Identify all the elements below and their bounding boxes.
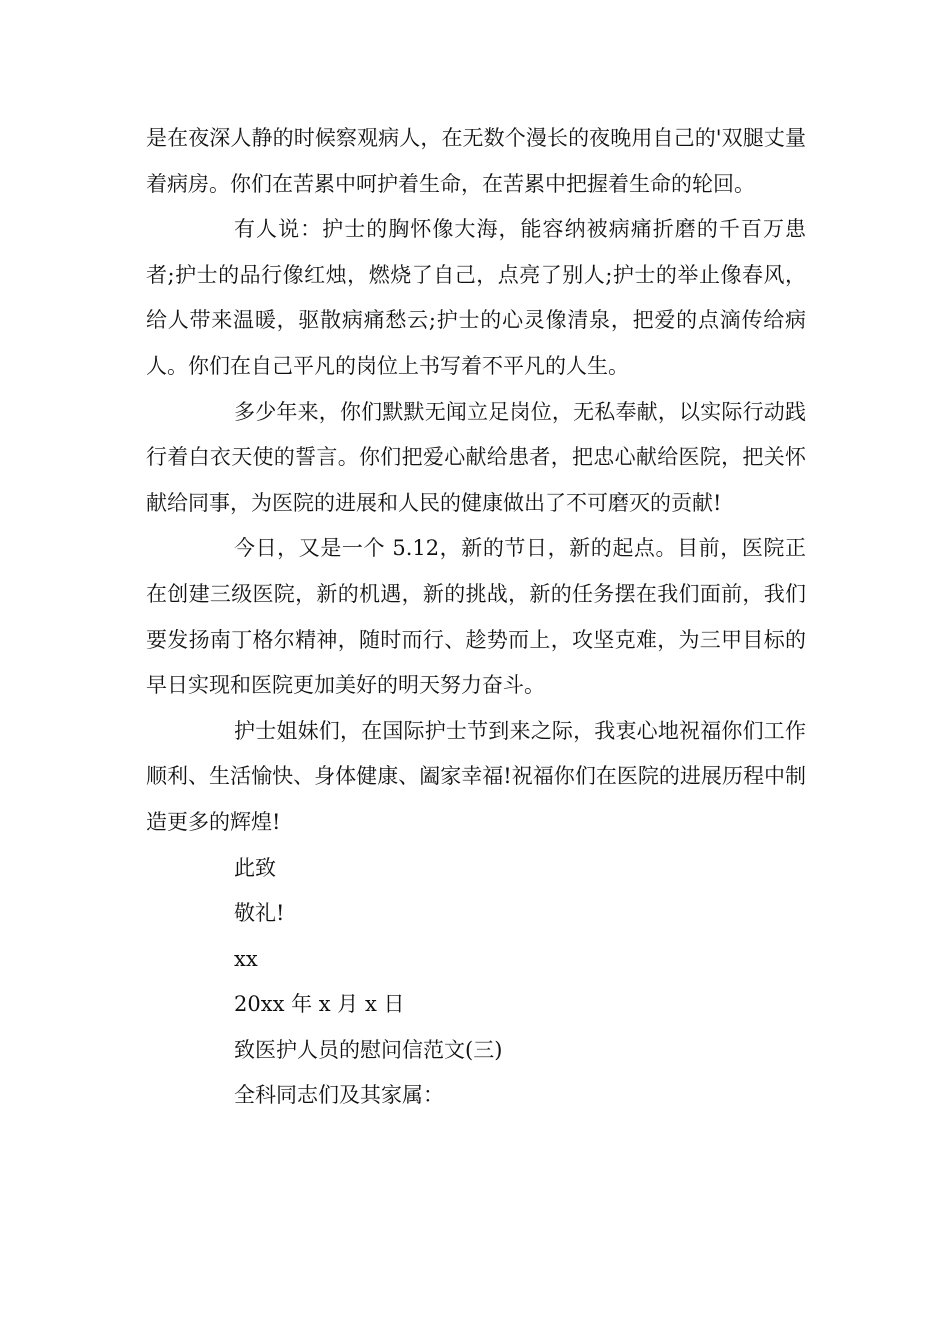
next-letter-salutation: 全科同志们及其家属： <box>234 1083 444 1108</box>
paragraph-3: 多少年来，你们默默无闻立足岗位，无私奉献，以实际行动践行着白衣天使的誓言。你们把爱心献给患者，把忠心献给医院，把关怀献给同事，为医院的进展和人民的健康做出了不可磨灭的贡献! <box>146 399 806 515</box>
closing-line-1: 此致 <box>234 855 276 880</box>
date: 20xx 年 x 月 x 日 <box>234 992 405 1017</box>
next-letter-title: 致医护人员的慰问信范文(三) <box>234 1037 503 1062</box>
paragraph-5: 护士姐妹们，在国际护士节到来之际，我衷心地祝福你们工作顺利、生活愉快、身体健康、阖家幸福!祝福你们在医院的进展历程中制造更多的辉煌! <box>146 718 806 834</box>
paragraph-1: 是在夜深人静的时候察观病人，在无数个漫长的夜晚用自己的'双腿丈量着病房。你们在苦累中呵护着生命，在苦累中把握着生命的轮回。 <box>146 126 806 196</box>
signature: xx <box>234 946 258 971</box>
paragraph-2: 有人说：护士的胸怀像大海，能容纳被病痛折磨的千百万患者;护士的品行像红烛，燃烧了自己，点亮了别人;护士的举止像春风，给人带来温暖，驱散病痛愁云;护士的心灵像清泉，把爱的点滴传给病人。你们在自己平凡的岗位上书写着不平凡的人生。 <box>146 217 806 378</box>
paragraph-4: 今日，又是一个 5.12，新的节日，新的起点。目前，医院正在创建三级医院，新的机遇，新的挑战，新的任务摆在我们面前，我们要发扬南丁格尔精神，随时而行、趁势而上，攻坚克难，为三甲目标的早日实现和医院更加美好的明天努力奋斗。 <box>146 536 806 698</box>
closing-line-2: 敬礼! <box>234 901 285 926</box>
document-page <box>146 116 806 1119</box>
